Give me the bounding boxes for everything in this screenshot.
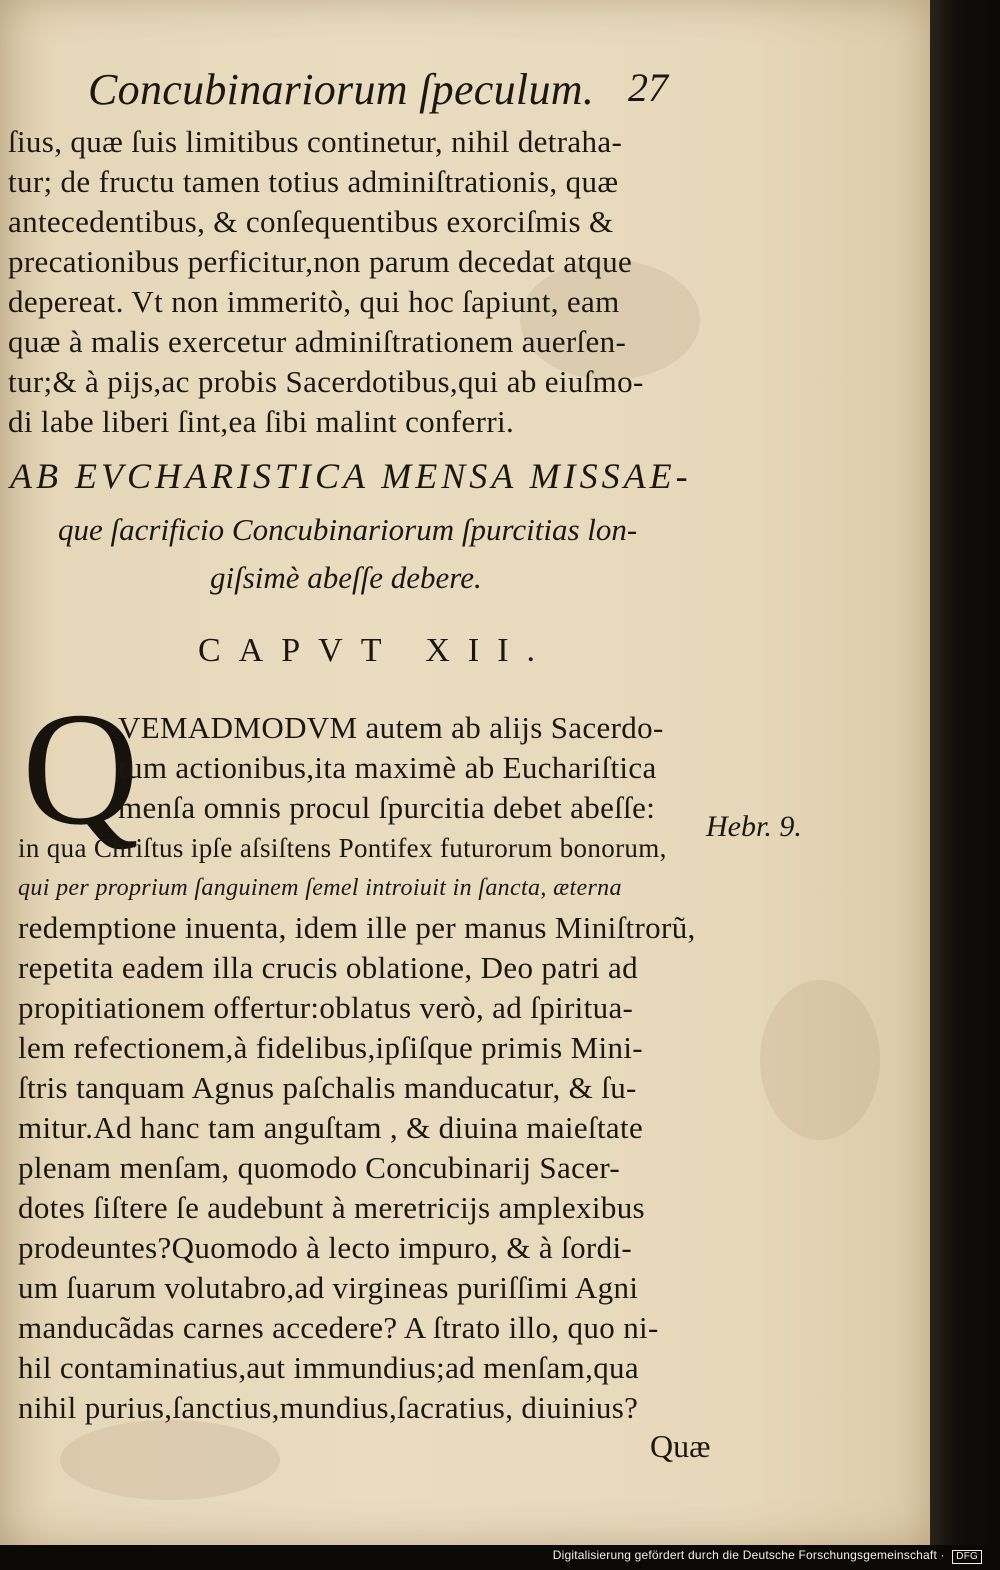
text-line: antecedentibus, & conſequentibus exorciſmis &: [8, 204, 614, 239]
text-line: dotes ſiſtere ſe audebunt à meretricijs amplexibus: [18, 1190, 645, 1225]
chapter-heading-line: giſsimè abeſſe debere.: [210, 560, 482, 595]
margin-note: Hebr. 9.: [706, 810, 802, 843]
page-number: 27: [628, 65, 668, 110]
text-line: prodeuntes?Quomodo à lecto impuro, & à ſordi-: [18, 1230, 633, 1265]
text-line: propitiationem offertur:oblatus verò, ad ſpiritua-: [18, 990, 634, 1025]
text-line: in qua Chriſtus ipſe aſsiſtens Pontifex futurorum bonorum,: [18, 833, 667, 863]
text-line: quæ à malis exercetur adminiſtrationem auerſen-: [8, 324, 627, 359]
paper-stain: [60, 1420, 280, 1500]
catchword: Quæ: [650, 1428, 711, 1464]
text-line: um ſuarum volutabro,ad virgineas puriſſimi Agni: [18, 1270, 639, 1305]
text-line: plenam menſam, quomodo Concubinarij Sacer-: [18, 1150, 621, 1185]
text-line: tur;& à pijs,ac probis Sacerdotibus,qui ab eiuſmo-: [8, 364, 644, 399]
text-line: menſa omnis procul ſpurcitia debet abeſſe:: [118, 790, 656, 825]
paper-stain: [760, 980, 880, 1140]
credit-text: Digitalisierung gefördert durch die Deutsche Forschungsgemeinschaft ·: [552, 1548, 945, 1562]
text-line: tum actionibus,ita maximè ab Euchariſtica: [118, 750, 657, 785]
text-line: depereat. Vt non immeritò, qui hoc ſapiunt, eam: [8, 284, 620, 319]
text-line: nihil purius,ſanctius,mundius,ſacratius, diuinius?: [18, 1390, 639, 1425]
chapter-heading-line: AB EVCHARISTICA MENSA MISSAE-: [10, 456, 692, 496]
text-line: repetita eadem illa crucis oblatione, Deo patri ad: [18, 950, 639, 985]
text-line: qui per proprium ſanguinem ſemel introiuit in ſancta, æterna: [18, 875, 622, 901]
text-line: redemptione inuenta, idem ille per manus Miniſtrorũ,: [18, 910, 696, 945]
chapter-number: CAPVT XII.: [198, 632, 554, 669]
text-line: di labe liberi ſint,ea ſibi malint conferri.: [8, 404, 515, 439]
drop-cap-initial: Q: [22, 680, 139, 859]
text-line: tur; de fructu tamen totius adminiſtrationis, quæ: [8, 164, 619, 199]
text-line: mitur.Ad hanc tam anguſtam , & diuina maieſtate: [18, 1110, 644, 1145]
text-line: hil contaminatius,aut immundius;ad menſam,qua: [18, 1350, 640, 1385]
text-line: lem refectionem,à fidelibus,ipſiſque primis Mini-: [18, 1030, 643, 1065]
text-line: manducãdas carnes accedere? A ſtrato illo, quo ni-: [18, 1310, 659, 1345]
chapter-heading-line: que ſacrificio Concubinariorum ſpurcitias lon-: [58, 512, 638, 547]
digitization-credit: [553, 1548, 982, 1564]
running-title: Concubinariorum ſpeculum.: [88, 65, 595, 114]
dfg-logo: DFG: [952, 1550, 982, 1564]
text-line: VEMADMODVM autem ab alijs Sacerdo-: [118, 710, 664, 745]
book-spine-edge: [930, 0, 1000, 1545]
text-line: precationibus perficitur,non parum decedat atque: [8, 244, 633, 279]
text-line: ſius, quæ ſuis limitibus continetur, nihil detraha-: [8, 124, 623, 159]
text-line: ſtris tanquam Agnus paſchalis manducatur, & ſu-: [18, 1070, 637, 1105]
